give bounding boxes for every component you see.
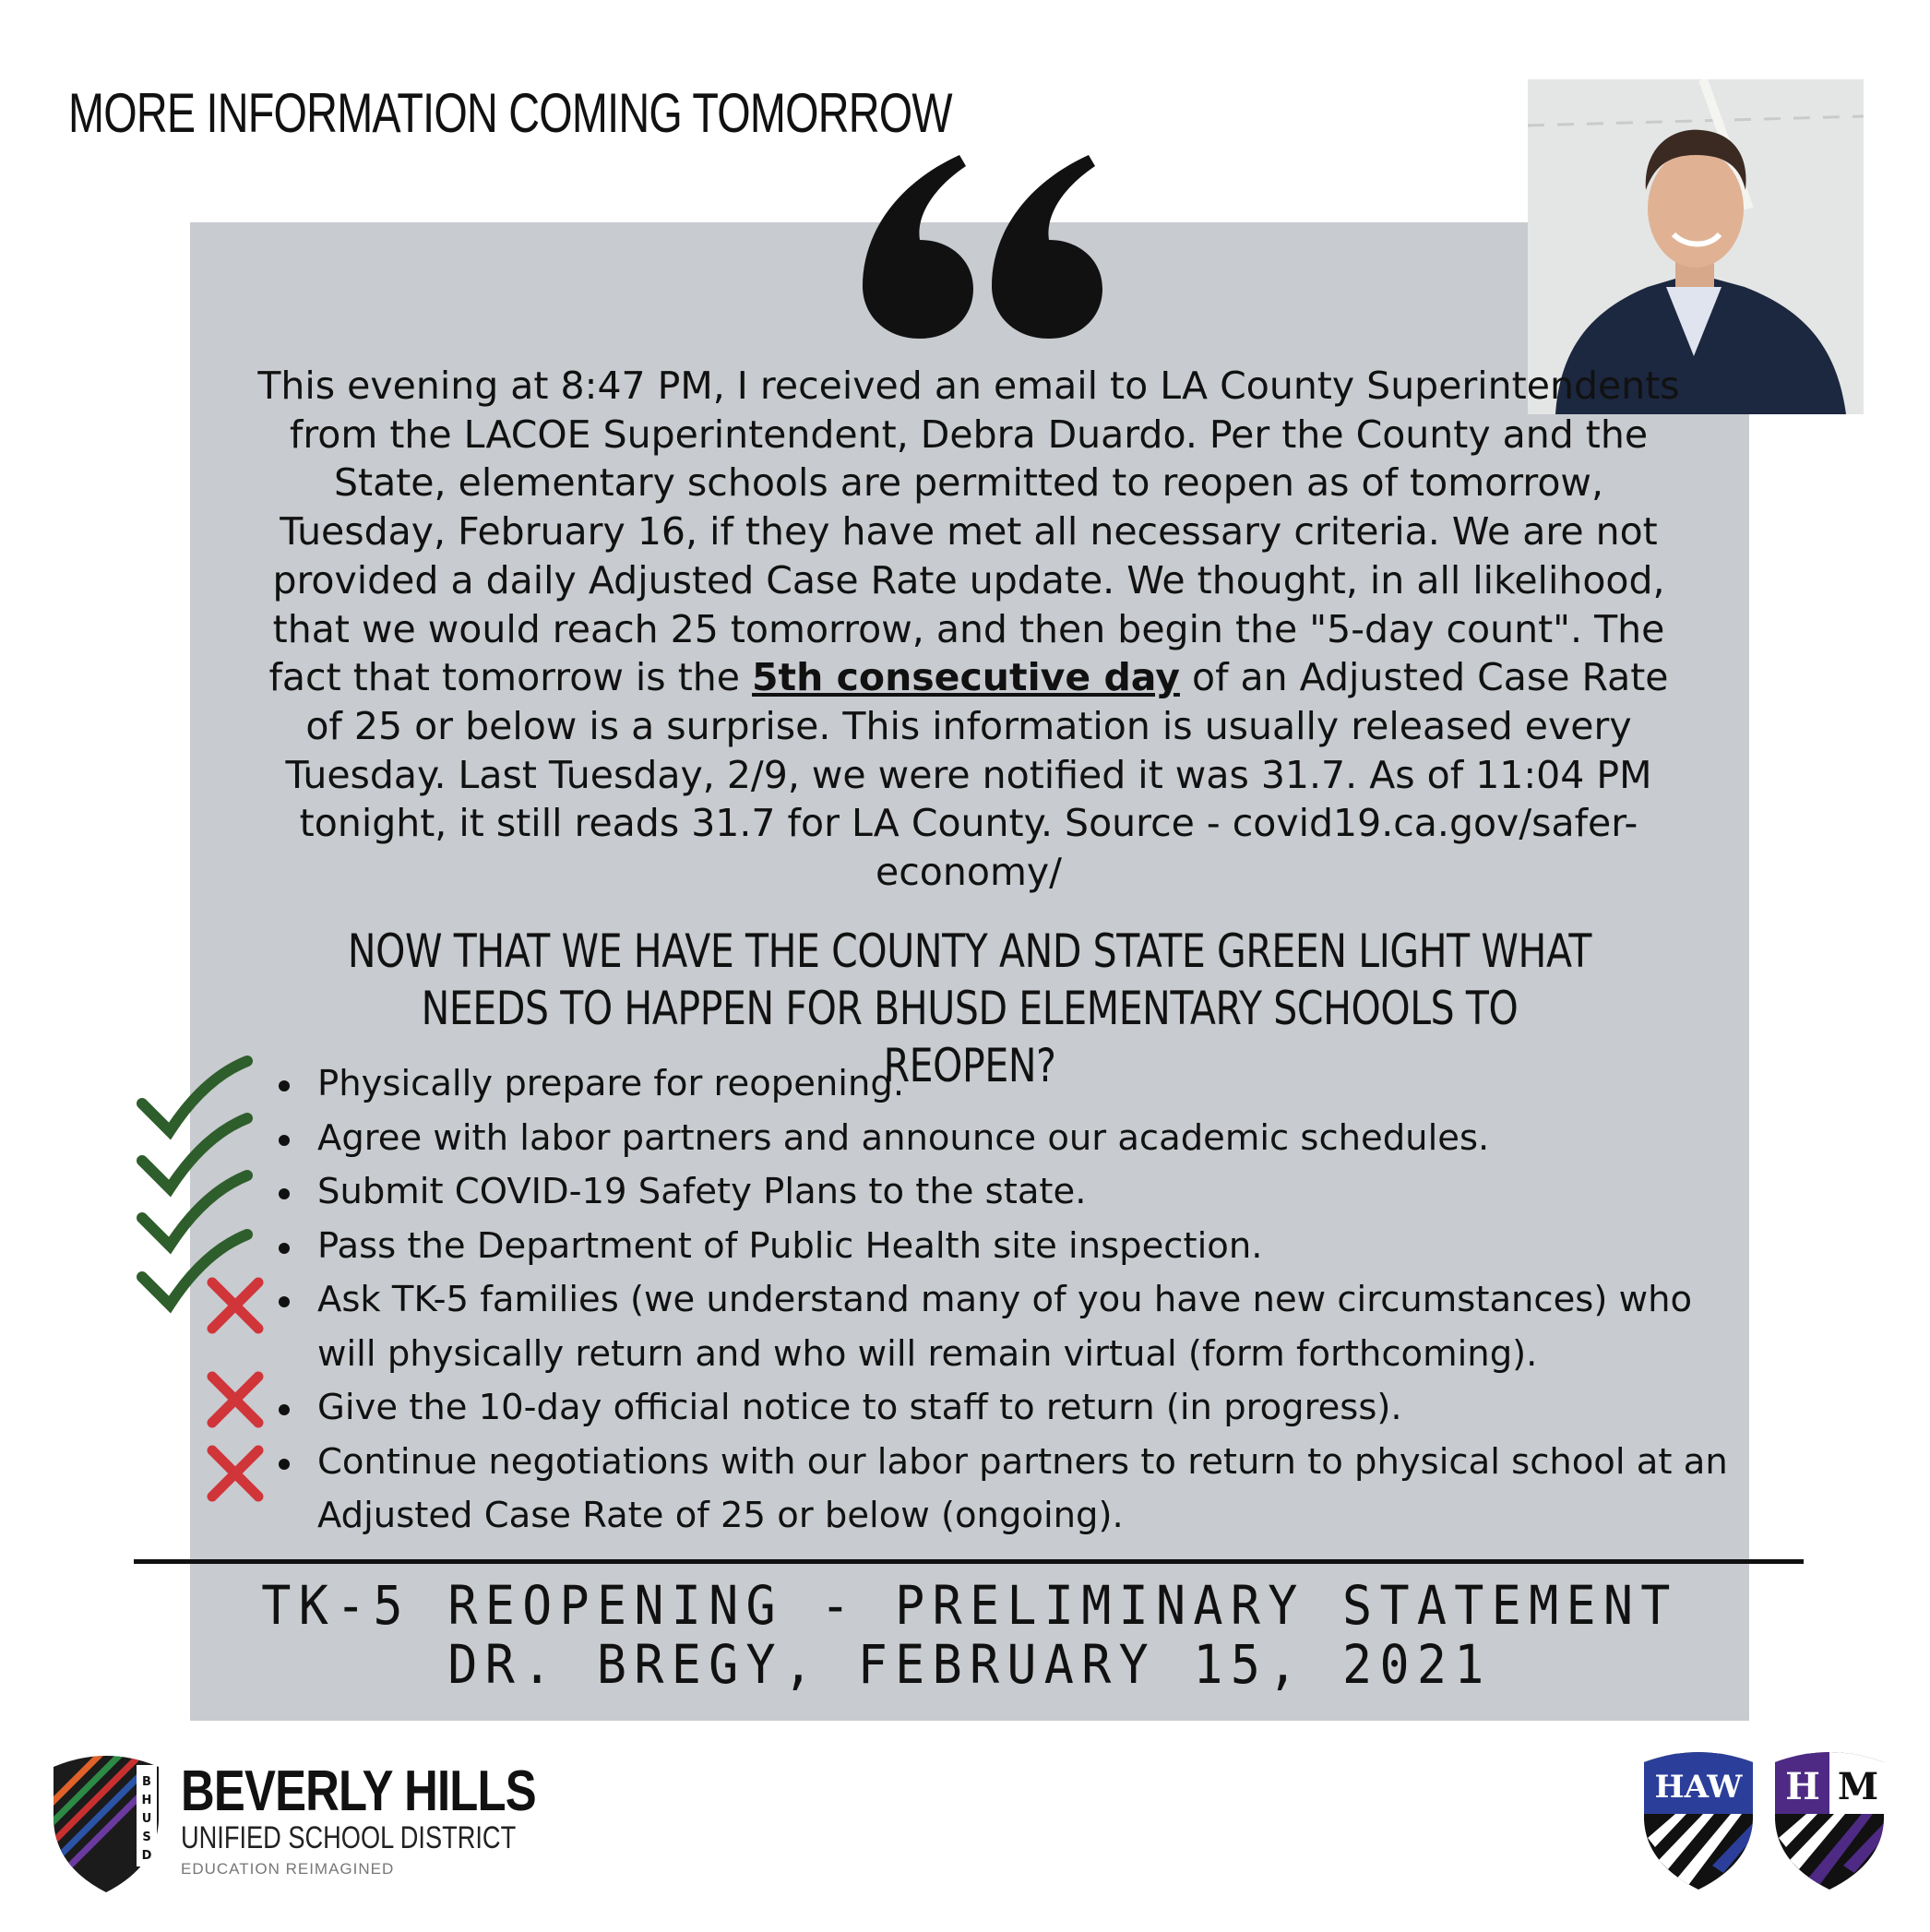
district-subtitle: UNIFIED SCHOOL DISTRICT	[181, 1820, 517, 1855]
statement-emphasis: 5th consecutive day	[752, 655, 1180, 700]
checklist-item: Ask TK-5 families (we understand many of you have new circumstances) who will physically return and who will remain virtual (form forthcoming).	[273, 1273, 1749, 1381]
checklist-item: Give the 10-day official notice to staff to return (in progress).	[273, 1381, 1749, 1436]
section-question: NOW THAT WE HAVE THE COUNTY AND STATE GREEN LIGHT WHAT NEEDS TO HAPPEN FOR BHUSD ELEMENTARY SCHOOLS TO REOPEN?	[347, 924, 1592, 1092]
hm-school-logo	[1769, 1746, 1889, 1893]
check-icon	[142, 1175, 247, 1246]
svg-text:HAW: HAW	[1654, 1769, 1743, 1806]
district-name: BEVERLY HILLS	[181, 1759, 536, 1823]
svg-text:H: H	[141, 1794, 152, 1807]
footer-title	[253, 1576, 1687, 1694]
statement-body	[249, 362, 1688, 897]
check-icon	[142, 1234, 247, 1305]
statement-lead: This evening at 8:47 PM, I received an email to LA County Superintendents from the LACOE Superintendent, Debra Duardo. Per the County and the State, elementary schools are permitted to reopen as of tomorrow, Tuesday, February 16, if they have met all necessary criteria. We are not provided a daily Adjusted Case Rate update. We thought, in all likelihood, that we would reach 25 tomorrow, and then begin the "5-day count". The fact that tomorrow is the	[257, 364, 1680, 700]
x-icon	[212, 1282, 258, 1329]
bhusd-shield-logo	[46, 1748, 166, 1896]
checklist-item: Submit COVID-19 Safety Plans to the state.	[273, 1165, 1749, 1220]
x-icon	[212, 1450, 258, 1497]
svg-text:D: D	[141, 1849, 152, 1863]
status-marks	[129, 1052, 286, 1513]
svg-text:B: B	[142, 1775, 151, 1789]
svg-text:U: U	[141, 1812, 152, 1826]
x-icon	[212, 1377, 258, 1423]
svg-text:M: M	[1837, 1765, 1879, 1808]
footer-line2: DR. BREGY, FEBRUARY 15, 2021	[447, 1633, 1492, 1696]
checklist-item: Pass the Department of Public Health site inspection.	[273, 1220, 1749, 1274]
checklist-item: Agree with labor partners and announce our academic schedules.	[273, 1112, 1749, 1166]
checklist-item: Physically prepare for reopening.	[273, 1057, 1749, 1112]
footer-line1: TK-5 REOPENING - PRELIMINARY STATEMENT	[261, 1574, 1678, 1637]
district-tagline: EDUCATION REIMAGINED	[181, 1860, 395, 1878]
haw-school-logo	[1638, 1746, 1758, 1893]
reopening-checklist	[273, 1057, 1749, 1544]
svg-text:S: S	[142, 1831, 151, 1844]
quote-mark-icon	[844, 148, 1102, 341]
svg-text:H: H	[1785, 1765, 1820, 1808]
checklist-item: Continue negotiations with our labor partners to return to physical school at an Adjusted Case Rate of 25 or below (ongoing).	[273, 1436, 1749, 1544]
statement-rest: of an Adjusted Case Rate of 25 or below is a surprise. This information is usually released every Tuesday. Last Tuesday, 2/9, we were notified it was 31.7. As of 11:04 PM tonight, it still reads 31.7 for LA County. Source - covid19.ca.gov/safer-economy/	[285, 655, 1669, 895]
divider	[134, 1559, 1804, 1564]
page-heading: MORE INFORMATION COMING TOMORROW	[68, 82, 952, 144]
